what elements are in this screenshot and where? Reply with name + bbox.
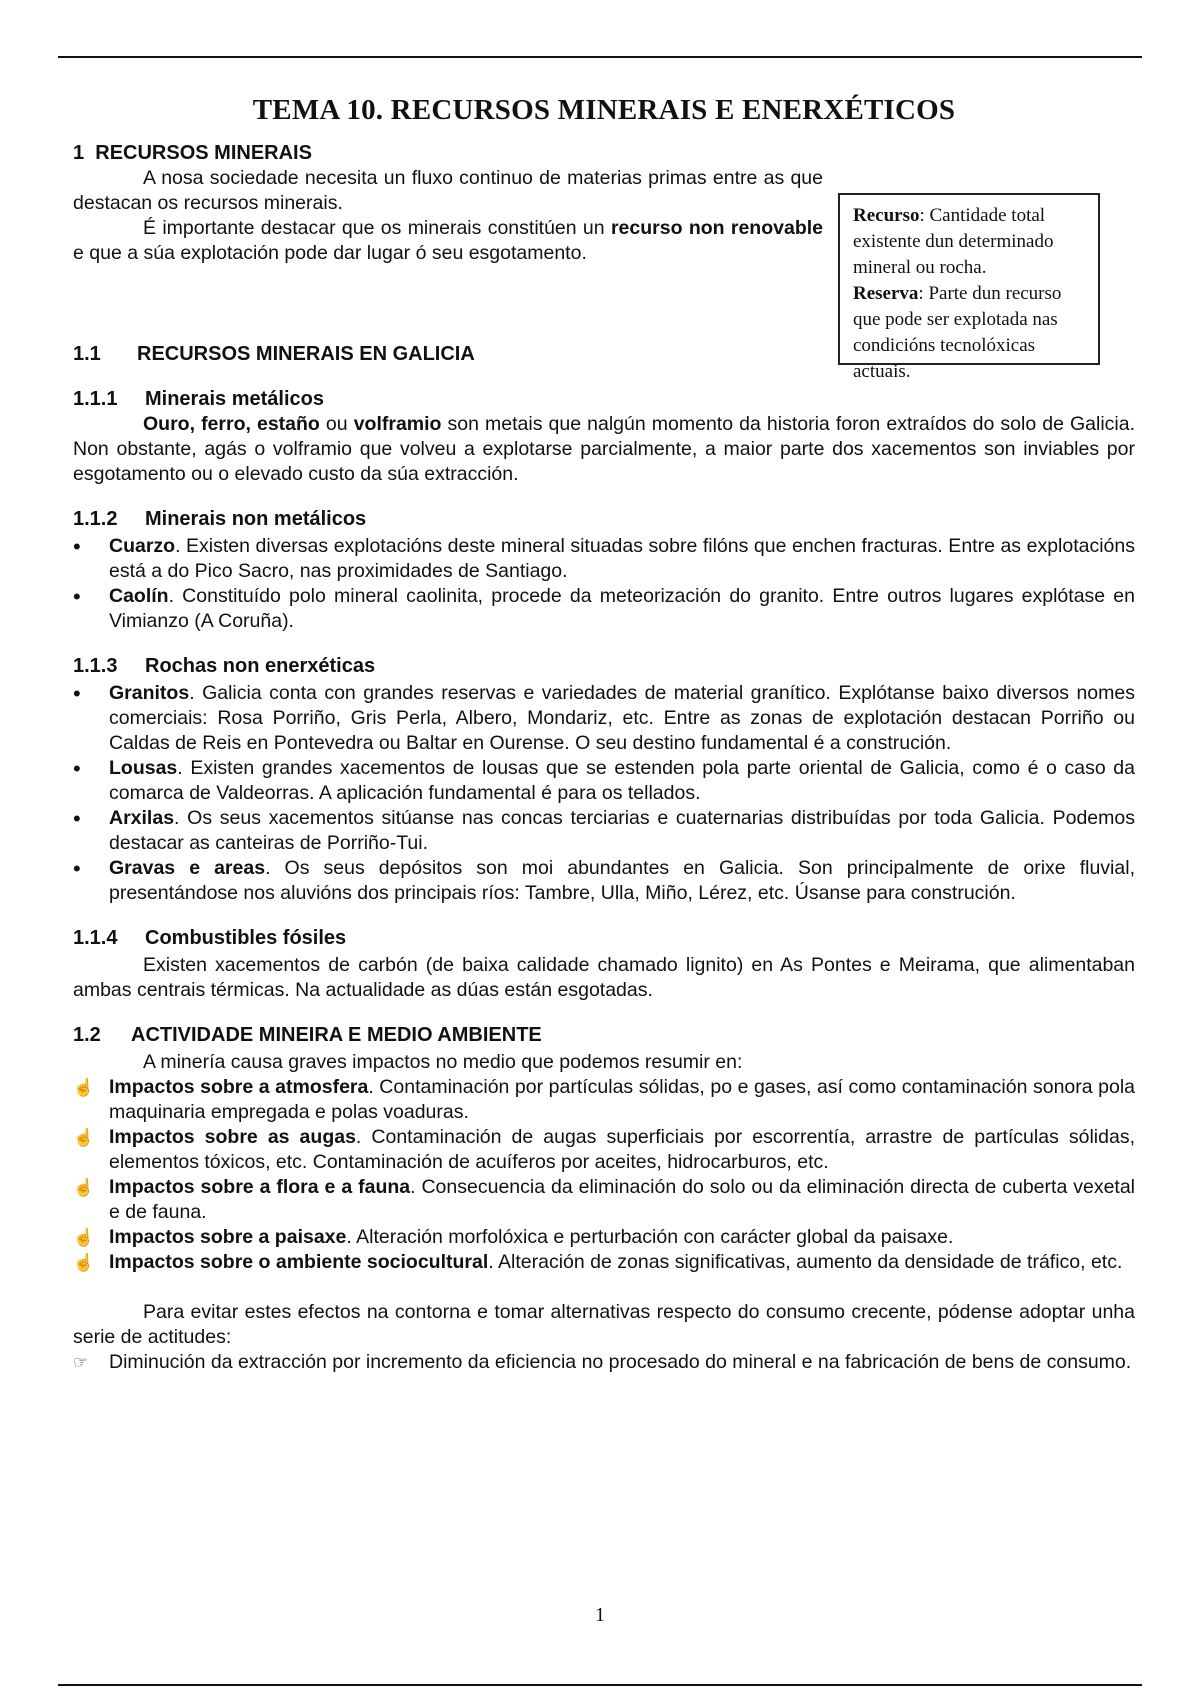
- bullet-icon: [73, 856, 93, 883]
- bullet-icon: [73, 534, 93, 561]
- definition-recurso: : Cantidade total existente dun determinado mineral ou rocha.: [853, 205, 1054, 278]
- item-text: . Consecuencia da eliminación do solo ou da eliminación directa de cuberta vexetal e de fauna.: [109, 1176, 1136, 1223]
- hand-bullet-icon: ☝: [73, 1253, 95, 1272]
- text: e que a súa explotación pode dar lugar ó seu esgotamento.: [73, 242, 587, 264]
- bullet-icon: [73, 806, 93, 833]
- text: ou: [319, 413, 354, 435]
- section-1-1-1-heading: [73, 387, 1135, 412]
- action-list: [73, 1350, 1135, 1375]
- item-text: . Alteración morfolóxica e perturbación con carácter global da paisaxe.: [346, 1226, 954, 1248]
- item-text: . Os seus xacementos sitúanse nas concas terciarias e cuaternarias distribuídas por toda Galicia. Podemos destacar as canteiras de Porriño-Tui.: [109, 807, 1135, 854]
- emphasis: Ouro, ferro, estaño: [143, 413, 320, 435]
- paragraph: Existen xacementos de carbón (de baixa calidade chamado lignito) en As Pontes e Meirama, que alimentaban ambas centrais térmicas. Na actualidade as dúas están esgotadas.: [73, 954, 1135, 1001]
- item-term: Granitos: [109, 682, 190, 704]
- footer-rule: [58, 1684, 1142, 1686]
- section-number: 1.1.1: [73, 388, 118, 410]
- list-item: [73, 1175, 1135, 1225]
- section-title: Minerais non metálicos: [145, 508, 367, 530]
- pointing-hand-icon: ☞: [73, 1353, 89, 1372]
- hand-bullet-icon: ☝: [73, 1128, 95, 1147]
- item-text: . Constituído polo mineral caolinita, procede da meteorización do granito. Entre outros lugares explótase en Vimianzo (A Coruña).: [109, 585, 1135, 632]
- bullet-icon: [73, 756, 93, 783]
- term-reserva: Reserva: [853, 283, 919, 304]
- section-1-1-2: [73, 507, 1135, 634]
- section-number: 1.1.2: [73, 508, 118, 530]
- bullet-list: [73, 534, 1135, 634]
- list-item: [73, 1075, 1135, 1125]
- section-1-1-1: [73, 387, 1135, 487]
- item-text: . Existen grandes xacementos de lousas que se estenden pola parte oriental de Galicia, como é o caso da comarca de Valdeorras. A aplicación fundamental é para os tellados.: [109, 757, 1135, 804]
- section-title: Minerais metálicos: [145, 388, 324, 410]
- section-title: Combustibles fósiles: [145, 927, 347, 949]
- section-title: ACTIVIDADE MINEIRA E MEDIO AMBIENTE: [131, 1024, 542, 1046]
- section-number: 1.1.3: [73, 655, 118, 677]
- list-item: [73, 806, 1135, 856]
- list-item: [73, 534, 1135, 584]
- header-rule: [58, 56, 1142, 58]
- paragraph: [73, 412, 1135, 487]
- section-1-2-heading: [73, 1023, 1135, 1048]
- emphasis: volframio: [353, 413, 442, 435]
- section-1: [73, 141, 823, 266]
- section-title: Rochas non enerxéticas: [145, 655, 376, 677]
- section-1-1-2-heading: [73, 507, 1135, 532]
- term-recurso: Recurso: [853, 205, 920, 226]
- item-text: . Contaminación por partículas sólidas, po e gases, así como contaminación sonora pola maquinaria empregada e polas voaduras.: [109, 1076, 1135, 1123]
- section-1-heading: [73, 141, 823, 166]
- section-1-1-3: [73, 654, 1135, 906]
- bullet-icon: [73, 584, 93, 611]
- list-item: [73, 1350, 1135, 1375]
- list-item: [73, 856, 1135, 906]
- item-text: . Alteración de zonas significativas, aumento da densidade de tráfico, etc.: [488, 1251, 1123, 1273]
- item-term: Impactos sobre a paisaxe: [109, 1226, 347, 1248]
- text: É importante destacar que os minerais constitúen un: [143, 217, 611, 239]
- hand-bullet-icon: ☝: [73, 1228, 95, 1247]
- impact-list: [73, 1075, 1135, 1275]
- paragraph: A nosa sociedade necesita un fluxo continuo de materias primas entre as que destacan os recursos minerais.: [73, 167, 823, 214]
- item-term: Impactos sobre o ambiente sociocultural: [109, 1251, 489, 1273]
- paragraph: Para evitar estes efectos na contorna e tomar alternativas respecto do consumo crecente, pódense adoptar unha serie de actitudes:: [73, 1301, 1135, 1348]
- item-text: . Existen diversas explotacións deste mineral situadas sobre filóns que enchen fracturas. Entre as explotacións está a do Pico Sacro, nas proximidades de Santiago.: [109, 535, 1135, 582]
- bullet-list: [73, 681, 1135, 906]
- section-1-1-3-heading: [73, 654, 1135, 679]
- item-term: Lousas: [109, 757, 178, 779]
- item-term: Caolín: [109, 585, 169, 607]
- definition-reserva: : Parte dun recurso que pode ser explotada nas condicións tecnolóxicas actuais.: [853, 283, 1062, 382]
- item-term: Cuarzo: [109, 535, 176, 557]
- item-term: Impactos sobre a atmosfera: [109, 1076, 369, 1098]
- section-number: 1.1.4: [73, 927, 118, 949]
- section-1-1-4: [73, 926, 1135, 1003]
- section-number: 1: [73, 142, 85, 164]
- list-item: [73, 756, 1135, 806]
- section-title: RECURSOS MINERAIS: [95, 142, 312, 164]
- list-item: [73, 584, 1135, 634]
- list-item: [73, 1125, 1135, 1175]
- text: son metais que nalgún momento da historia foron extraídos do solo de Galicia. Non obstante, agás o volframio que volveu a explotarse parcialmente, a maior parte dos xacementos son inviables por esgotamento ou o elevado custo da súa extracción.: [73, 413, 1136, 485]
- item-text: . Galicia conta con grandes reservas e variedades de material granítico. Explótanse baixo diversos nomes comerciais: Rosa Porriño, Gris Perla, Albero, Mondariz, etc. Entre as zonas de explotación destacan Porriño ou Caldas de Reis en Pontevedra ou Baltar en Ourense. O seu destino fundamental é a construción.: [109, 682, 1135, 754]
- paragraph: A minería causa graves impactos no medio que podemos resumir en:: [143, 1051, 743, 1073]
- section-1-2: [73, 1023, 1135, 1375]
- section-number: 1.2: [73, 1024, 101, 1046]
- hand-bullet-icon: ☝: [73, 1078, 95, 1097]
- section-title: RECURSOS MINERAIS EN GALICIA: [137, 343, 475, 365]
- bullet-icon: [73, 681, 93, 708]
- item-text: . Contaminación de augas superficiais por escorrentía, arrastre de partículas sólidas, elementos tóxicos, etc. Contaminación de acuíferos por aceites, hidrocarburos, etc.: [109, 1126, 1135, 1173]
- item-text: . Os seus depósitos son moi abundantes en Galicia. Son principalmente de orixe fluvial, presentándose nos aluvións dos principais ríos: Tambre, Ulla, Miño, Lérez, etc. Úsanse para construción.: [109, 857, 1135, 904]
- list-item: [73, 1250, 1135, 1275]
- list-item: [73, 681, 1135, 756]
- hand-bullet-icon: ☝: [73, 1178, 95, 1197]
- paragraph: [73, 216, 823, 266]
- definitions-box: [838, 193, 1100, 382]
- page-number: 1: [595, 1604, 605, 1626]
- section-number: 1.1: [73, 343, 101, 365]
- item-term: Gravas e areas: [109, 857, 266, 879]
- item-text: Diminución da extracción por incremento da eficiencia no procesado do mineral e na fabricación de bens de consumo.: [109, 1351, 1132, 1373]
- item-term: Impactos sobre as augas: [109, 1126, 356, 1148]
- emphasis: recurso non renovable: [610, 217, 823, 239]
- item-term: Arxilas: [109, 807, 175, 829]
- section-1-1-4-heading: [73, 926, 1135, 951]
- document-title: TEMA 10. RECURSOS MINERAIS E ENERXÉTICOS: [252, 94, 956, 126]
- list-item: [73, 1225, 1135, 1250]
- item-term: Impactos sobre a flora e a fauna: [109, 1176, 411, 1198]
